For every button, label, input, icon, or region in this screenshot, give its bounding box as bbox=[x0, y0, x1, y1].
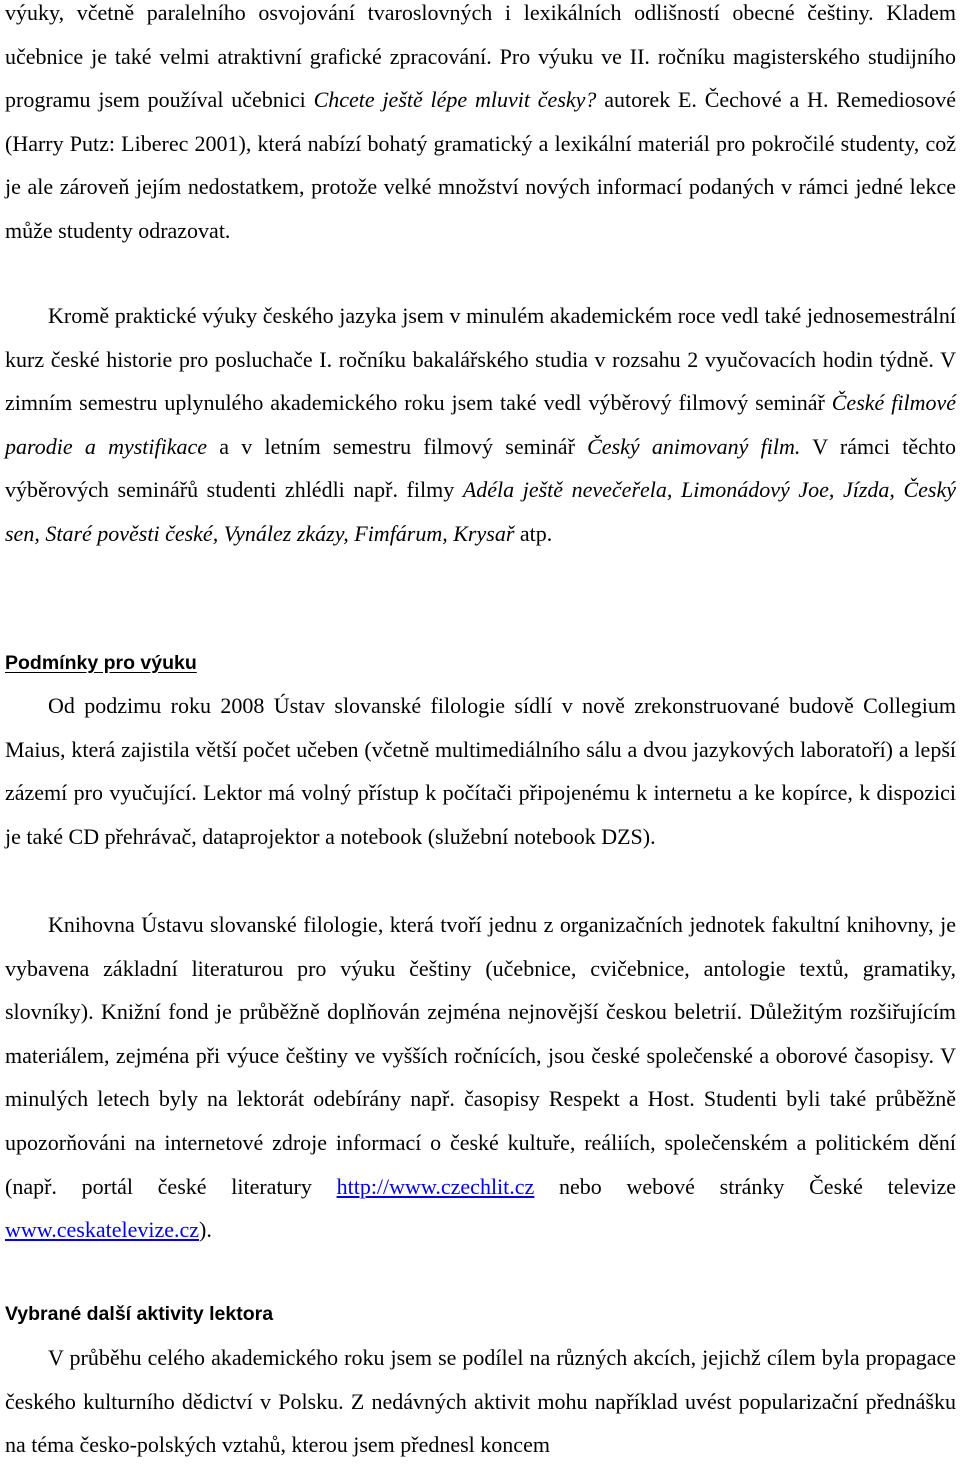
paragraph-text: atp. bbox=[514, 520, 553, 546]
film-titles: Adéla ještě nevečeřela, Limonádový Joe, Jízda, Český sen, Staré pověsti české, Vynález zkázy, Fimfárum, Krysař bbox=[5, 477, 956, 546]
paragraph-text: výuky, včetně paralelního osvojování tvaroslovných i lexikálních odlišností obecné češtiny. Kladem učebnice je také velmi atraktivní grafické zpracování. Pro výuku ve II. ročníku magisterského studijního programu jsem používal učebnici bbox=[5, 0, 956, 113]
section-heading-conditions: Podmínky pro výuku bbox=[5, 652, 197, 674]
paragraph-text: a v letním semestru filmový seminář bbox=[207, 433, 588, 459]
seminar-title: Český animovaný film. bbox=[587, 433, 801, 459]
paragraph-text: Knihovna Ústavu slovanské filologie, která tvoří jednu z organizačních jednotek fakultní knihovny, je vybavena základní literaturou pro výuku češtiny (učebnice, cvičebnice, antologie textů, gramatiky, slovníky). Knižní fond je průběžně doplňován zejména nejnovější českou beletrií. Důležitým rozšiřujícím materiálem, zejména při výuce češtiny ve vyšších ročnících, jsou české společenské a oborové časopisy. V minulých letech byly na lektorát odebírány např. časopisy Respekt a Host. Studenti byli také průběžně upozorňováni na internetové zdroje informací o české kultuře, reáliích, společenském a politickém dění (např. portál české literatury bbox=[5, 912, 956, 1199]
paragraph-textbook bbox=[5, 0, 956, 253]
paragraph-building: Od podzimu roku 2008 Ústav slovanské filologie sídlí v nově zrekonstruované budově Collegium Maius, která zajistila větší počet učeben (včetně multimediálního sálu a dvou jazykových laboratoří) a lepší zázemí pro vyučující. Lektor má volný přístup k počítači připojenému k internetu a ke kopírce, k dispozici je také CD přehrávač, dataprojektor a notebook (služební notebook DZS). bbox=[5, 693, 956, 849]
paragraph-activities: V průběhu celého akademického roku jsem se podílel na různých akcích, jejichž cílem byla propagace českého kulturního dědictví v Polsku. Z nedávných aktivit mohu například uvést popularizační přednášku na téma česko-polských vztahů, kterou jsem přednesl koncem bbox=[5, 1345, 956, 1458]
paragraph-library bbox=[5, 903, 956, 1252]
paragraph-text: V rámci těchto výběrových seminářů studenti zhlédli např. filmy bbox=[5, 433, 956, 503]
paragraph-text: autorek E. Čechové a H. Remediosové (Harry Putz: Liberec 2001), která nabízí bohatý gramatický a lexikální materiál pro pokročilé studenty, což je ale zároveň jejím nedostatkem, protože velké množství nových informací podaných v rámci jedné lekce může studenty odrazovat. bbox=[5, 87, 957, 243]
czechlit-link[interactable]: http://www.czechlit.cz bbox=[336, 1173, 535, 1199]
section-heading-activities: Vybrané další aktivity lektora bbox=[5, 1303, 274, 1325]
paragraph-text: nebo webové stránky České televize bbox=[534, 1173, 957, 1199]
textbook-title: Chcete ještě lépe mluvit česky? bbox=[313, 87, 597, 113]
paragraph-courses bbox=[5, 294, 956, 556]
seminar-title: České filmové parodie a mystifikace bbox=[5, 390, 956, 459]
ceskatelevize-link[interactable]: www.ceskatelevize.cz bbox=[5, 1217, 200, 1243]
paragraph-text: ). bbox=[199, 1217, 212, 1243]
paragraph-text: Kromě praktické výuky českého jazyka jsem v minulém akademickém roce vedl také jednosemestrální kurz české historie pro posluchače I. ročníku bakalářského studia v rozsahu 2 vyučovacích hodin týdně. V zimním semestru uplynulého akademického roku jsem také vedl výběrový filmový seminář bbox=[5, 303, 956, 416]
